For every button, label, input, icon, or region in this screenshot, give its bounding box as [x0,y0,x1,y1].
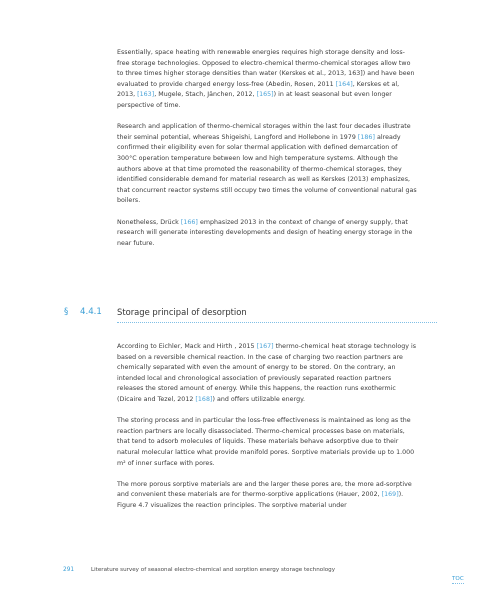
paragraph [117,48,417,112]
text-block-top [117,48,417,249]
paragraph-text: already confirmed their eligibility even for solar thermal application with defined demarcation of 300°C operation temperature between low and high temperature systems. Although the authors above at that time promoted the reasonability of thermo-chemical storages, they identified considerable demand for material research as well as Kerskes (2013) emphasizes, that concurrent reactor systems still occupy two times the volume of conventional natural gas boilers. [117,133,417,205]
heading-divider [117,322,437,323]
paragraph-text: , Mugele, Stach, Jänchen, 2012, [154,91,257,99]
paragraph-text: emphasized 2013 in the context of change of energy supply, that research will generate interesting developments and design of heating energy storage in the near future. [117,218,413,247]
citation-link[interactable]: [164] [335,80,353,88]
paragraph-text: According to Eichler, Mack and Hirth , 2015 [117,343,257,350]
paragraph-text: The more porous sorptive materials are and the larger these pores are, the more ad-sorptive and convenient these materials are for thermo-sorptive applications (Hauer, 2002, [117,480,412,499]
paragraph-text: Research and application of thermo-chemical storages within the last four decades illustrate their seminal potential, whereas Shigeishi, Langford and Hollebone in 1979 [117,123,411,141]
page-number: 291 [63,567,75,573]
paragraph-text: ) and offers utilizable energy. [212,395,305,403]
paragraph [117,122,417,207]
toc-link[interactable]: TOC [452,576,464,582]
running-title: Literature survey of seasonal electro-chemical and sorption energy storage technology [91,567,336,573]
section-heading [63,305,436,323]
section-title: Storage principal of desorption [117,307,247,317]
paragraph-text: , Kerskes et al, 2013, [117,80,400,99]
paragraph-text: Nonetheless, Drück [117,218,181,226]
citation-link[interactable]: [168] [195,395,213,403]
citation-link[interactable]: [169] [381,491,399,499]
paragraph-text: ). Figure 4.7 visualizes the reaction principles. The sorptive material under [117,491,404,509]
paragraph-text: ) in at least seasonal but even longer perspective of time. [117,91,392,109]
paragraph [117,416,417,469]
citation-link[interactable]: [166] [180,218,198,226]
paragraph-text: thermo-chemical heat storage technology is based on a reversible chemical reaction. In the case of charging two reaction partners are chemically separated with even the amount of energy to be stored. On the contrary, an intended local and chronological association of previously separated reaction partners releases the stored amount of energy. While this happens, the reaction runs exothermic (Dicaire and Tezel, 2012 [117,343,417,403]
citation-link[interactable]: [163] [137,91,155,99]
paragraph [117,218,417,250]
section-number: 4.4.1 [80,307,102,317]
paragraph [117,342,417,406]
paragraph-text: Essentially, space heating with renewable energies requires high storage density and loss-free storage technologies. Opposed to electro-chemical thermo-chemical storages allow two to three times higher storage densities than water (Kerskes et al., 2013, 163]) and have been evaluated to provide charged energy loss-free (Abedin, Rosen, 2011 [117,49,415,88]
citation-link[interactable]: [165] [256,91,274,99]
citation-link[interactable]: [186] [357,133,375,141]
section-symbol: § [64,307,69,317]
paragraph [117,480,417,512]
page-footer [63,567,443,579]
citation-link[interactable]: [167] [256,343,274,350]
paragraph-text: The storing process and in particular the loss-free effectiveness is maintained as long as the reaction partners are locally disassociated. Thermo-chemical processes base on materials, that tend to adsorb molecules of liquids. These materials behave adsorptive due to their natural molecular lattice what provide manifold pores. Sorptive materials provide up to 1.000 m² of inner surface with pores. [117,417,415,467]
text-block-bottom [117,342,417,512]
